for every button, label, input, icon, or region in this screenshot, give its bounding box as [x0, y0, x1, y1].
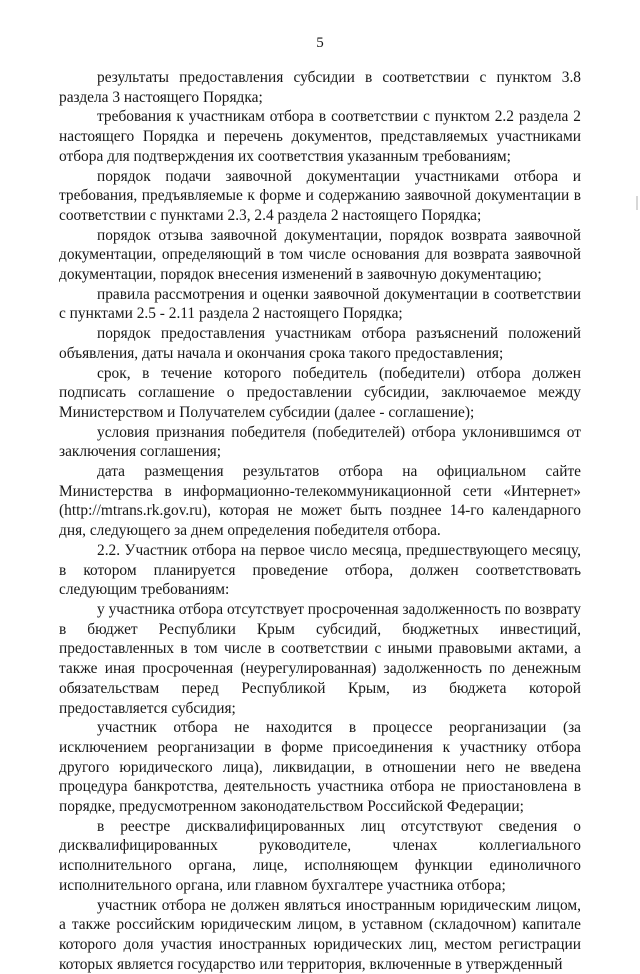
paragraph: требования к участникам отбора в соответствии с пунктом 2.2 раздела 2 настоящего Порядка и перечень документов, представляемых участниками отбора для подтверждения их соответствия указанным требованиям;	[59, 108, 581, 165]
scan-edge-mark	[633, 196, 638, 210]
paragraph: участник отбора не должен являться иностранным юридическим лицом, а также российским юридическим лицом, в уставном (складочном) капитале которого доля участия иностранных юридических лиц, местом регистрации которых является государство или территория, включенные в утвержденный	[59, 896, 581, 973]
paragraph: у участника отбора отсутствует просроченная задолженность по возврату в бюджет Республики Крым субсидий, бюджетных инвестиций, предоставленных в том числе в соответствии с иными правовыми актами, а также иная просроченная (неурегулированная) задолженность по денежным обязательствам перед Республикой Крым, из бюджета которой предоставляется субсидия;	[59, 600, 581, 717]
paragraph: условия признания победителя (победителей) отбора уклонившимся от заключения соглашения;	[59, 423, 581, 461]
paragraph: порядок предоставления участникам отбора разъяснений положений объявления, даты начала и окончания срока такого предоставления;	[59, 325, 581, 362]
paragraph: срок, в течение которого победитель (победители) отбора должен подписать соглашение о предоставлении субсидии, заключаемое между Министерством и Получателем субсидии (далее - соглашение);	[59, 364, 581, 421]
paragraph: участник отбора не находится в процессе реорганизации (за исключением реорганизации в форме присоединения к участнику отбора другого юридического лица), ликвидации, в отношении него не введена процедура банкротства, деятельность участника отбора не приостановлена в порядке, предусмотренном законодательством Российской Федерации;	[59, 719, 581, 816]
paragraph: в реестре дисквалифицированных лиц отсутствуют сведения о дисквалифицированных руководителе, членах коллегиального исполнительного органа, лице, исполняющем функции единоличного исполнительного органа, или главном бухгалтере участника отбора;	[59, 817, 581, 894]
document-body	[59, 68, 581, 974]
page-number: 5	[316, 35, 324, 51]
paragraph: результаты предоставления субсидии в соответствии с пунктом 3.8 раздела 3 настоящего Порядка;	[59, 69, 581, 106]
paragraph: дата размещения результатов отбора на официальном сайте Министерства в информационно-телекоммуникационной сети «Интернет» (http://mtrans.rk.gov.ru), которая не может быть позднее 14-го календарного дня, следующего за днем определения победителя отбора.	[59, 463, 581, 540]
paragraph: порядок отзыва заявочной документации, порядок возврата заявочной документации, определяющий в том числе основания для возврата заявочной документации, порядок внесения изменений в заявочную документацию;	[59, 226, 581, 284]
paragraph: порядок подачи заявочной документации участниками отбора и требования, предъявляемые к форме и содержанию заявочной документации в соответствии с пунктами 2.3, 2.4 раздела 2 настоящего Порядка;	[59, 167, 581, 224]
paragraph: правила рассмотрения и оценки заявочной документации в соответствии с пунктами 2.5 - 2.11 раздела 2 настоящего Порядка;	[59, 285, 581, 323]
paragraph-section-2-2: 2.2. Участник отбора на первое число месяца, предшествующего месяцу, в котором планируется проведение отбора, должен соответствовать следующим требованиям:	[59, 541, 581, 599]
